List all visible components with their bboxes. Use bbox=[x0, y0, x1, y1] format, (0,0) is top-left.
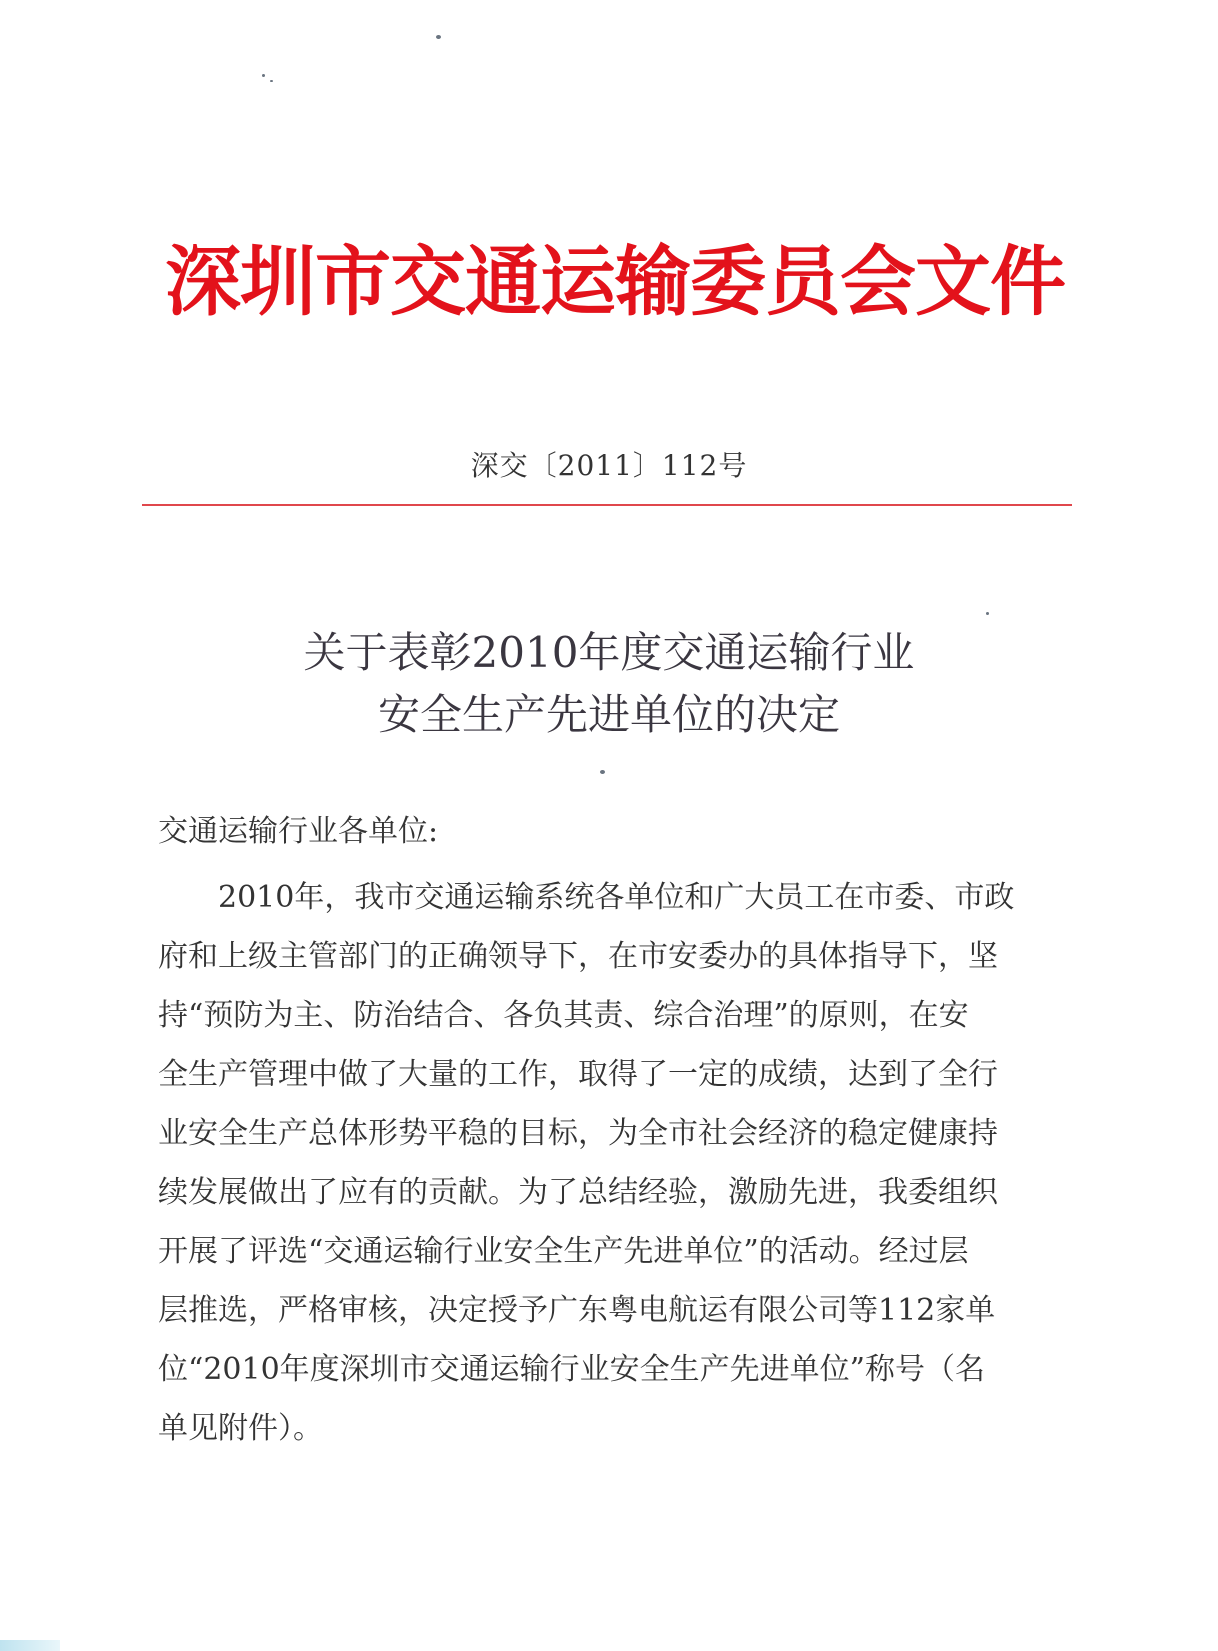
body-line: 府和上级主管部门的正确领导下，在市安委办的具体指导下，坚 bbox=[158, 939, 998, 974]
body-line: 全生产管理中做了大量的工作，取得了一定的成绩，达到了全行 bbox=[158, 1057, 998, 1092]
body-line: 开展了评选“交通运输行业安全生产先进单位”的活动。经过层 bbox=[158, 1234, 969, 1269]
scan-speck bbox=[270, 80, 273, 82]
body-paragraph bbox=[158, 868, 1058, 1458]
scan-speck bbox=[262, 74, 265, 77]
scan-speck bbox=[436, 35, 441, 39]
document-title bbox=[0, 622, 1218, 746]
body-line: 单见附件）。 bbox=[158, 1411, 323, 1446]
body-line: 层推选，严格审核，决定授予广东粤电航运有限公司等112家单 bbox=[158, 1293, 996, 1328]
title-line: 关于表彰2010年度交通运输行业 bbox=[303, 628, 915, 677]
letterhead-divider bbox=[142, 504, 1072, 506]
letterhead-title: 深圳市交通运输委员会文件 bbox=[165, 237, 1065, 326]
document-number: 深交〔2011〕112号 bbox=[470, 449, 748, 482]
scan-speck bbox=[600, 770, 605, 774]
body-line: 位“2010年度深圳市交通运输行业安全生产先进单位”称号（名 bbox=[158, 1352, 986, 1387]
scan-speck bbox=[986, 612, 989, 615]
body-line: 持“预防为主、防治结合、各负其责、综合治理”的原则，在安 bbox=[158, 998, 969, 1033]
scan-edge-mark bbox=[0, 1640, 60, 1651]
body-line: 业安全生产总体形势平稳的目标，为全市社会经济的稳定健康持 bbox=[158, 1116, 998, 1151]
body-line: 续发展做出了应有的贡献。为了总结经验，激励先进，我委组织 bbox=[158, 1175, 998, 1210]
title-line: 安全生产先进单位的决定 bbox=[377, 690, 840, 739]
salutation: 交通运输行业各单位: bbox=[158, 814, 439, 849]
body-line: 2010年，我市交通运输系统各单位和广大员工在市委、市政 bbox=[158, 880, 1015, 915]
